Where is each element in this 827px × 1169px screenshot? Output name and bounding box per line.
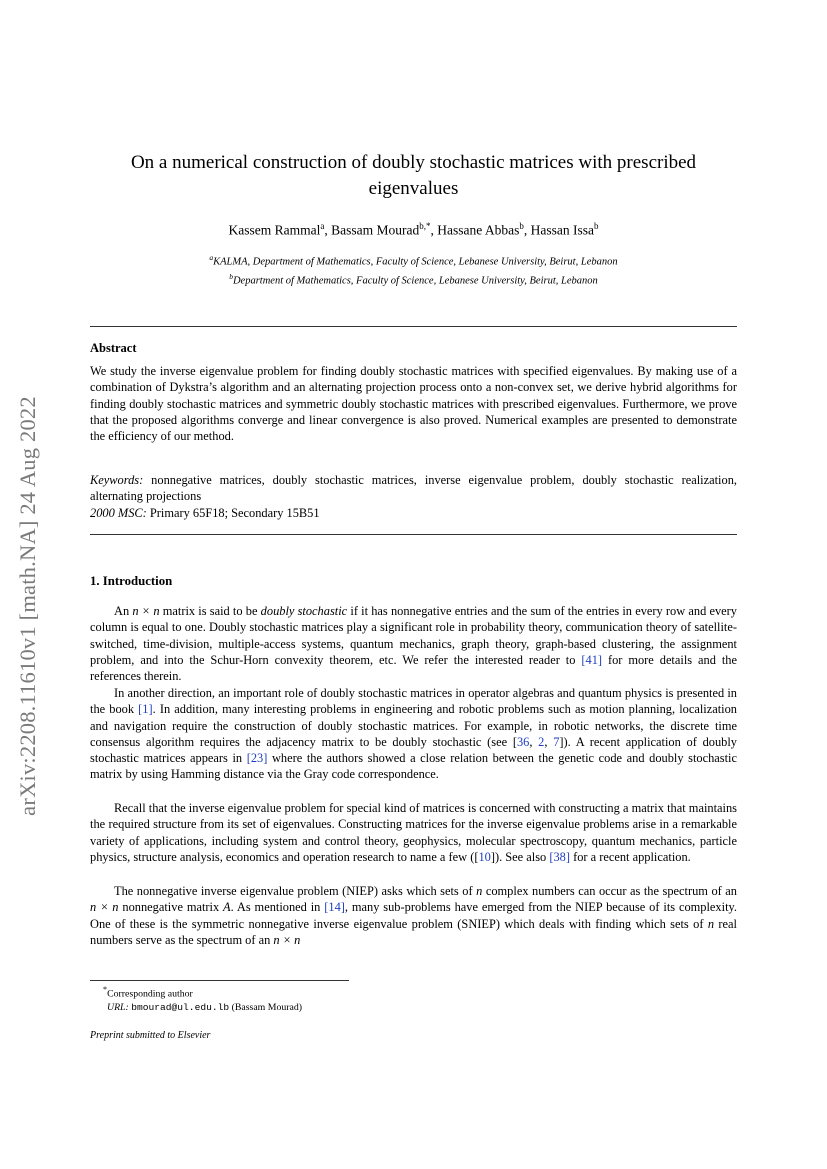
text-run: , (529, 734, 539, 749)
footnote-corresponding (90, 983, 737, 1001)
preprint-notice: Preprint submitted to Elsevier (90, 1030, 211, 1041)
affiliation-text: KALMA, Department of Mathematics, Faculty of Science, Lebanese University, Beirut, Lebanon (213, 256, 618, 268)
footnote (90, 983, 737, 1015)
abstract-bottom-rule (90, 534, 737, 535)
citation-link[interactable]: 36 (516, 734, 530, 749)
math-inline: n × n (132, 604, 160, 618)
intro-paragraph-2 (90, 685, 737, 783)
intro-paragraph-3 (90, 800, 737, 865)
title-line-1: On a numerical construction of doubly stochastic matrices with prescribed (130, 152, 697, 173)
affiliation-b (90, 270, 737, 289)
author-mark: b (519, 221, 524, 231)
msc-text: Primary 65F18; Secondary 15B51 (149, 506, 320, 520)
arxiv-identifier: arXiv:2208.11610v1 [math.NA] 24 Aug 2022 (15, 396, 40, 816)
citation-link[interactable]: [41] (581, 652, 603, 667)
author-list: Kassem Rammal$^a$, Bassam Mourad$^{b,*}$, Hassane Abbas$^b$, Hassan Issa$^b$ (228, 221, 599, 238)
abstract-heading: Abstract (90, 341, 137, 355)
text-run: complex numbers can occur as the spectrum of an (482, 884, 737, 898)
text-run: matrix is said to be (159, 604, 261, 618)
citation-link[interactable]: 10 (478, 849, 491, 864)
text-run: ]). A recent application of doubly stochastic matrices appears in (90, 734, 737, 766)
keywords-label: Keywords: (90, 473, 144, 487)
affiliations (90, 251, 737, 288)
citation-link[interactable]: [14] (324, 900, 345, 915)
citation-link[interactable]: [38] (549, 849, 570, 864)
url-owner: (Bassam Mourad) (231, 1002, 303, 1014)
citation-link[interactable]: [1] (138, 702, 153, 717)
footnote-mark: * (103, 985, 108, 994)
msc-label: 2000 MSC: (90, 506, 147, 520)
math-inline: A (223, 900, 231, 915)
email-url[interactable]: bmourad@ul.edu.lb (131, 1002, 230, 1014)
author-mark: b,* (419, 221, 431, 231)
text-run: , many sub-problems have emerged from the NIEP because of its complexity. One of these is the symmetric nonnegative inverse eigenvalue problem (SNIEP) which deals with finding which sets of (90, 900, 738, 931)
text-run: ]). See also (490, 849, 550, 864)
text-run: real numbers serve as the spectrum of an (90, 916, 738, 947)
math-inline: n × n (90, 900, 119, 915)
text-run: Recall that the inverse eigenvalue problem for special kind of matrices is concerned with constructing a matrix that maintains the required structure from its set of eigenvalues. Constructing matrices for the inverse eigenvalue problems arise in a remarkable variety of applications, including system and control theory, geophysics, molecular spectroscopy, quantum mechanics, particle physics, structure analysis, economics and operation research to name a few ([ (90, 801, 737, 864)
author-name: Kassem Rammal (228, 222, 321, 238)
paper-title (90, 150, 737, 202)
footnote-text: Corresponding author (107, 988, 193, 1000)
text-run: nonnegative matrix (118, 900, 224, 915)
keywords-text: nonnegative matrices, doubly stochastic matrices, inverse eigenvalue problem, doubly stochastic realization, alternating projections (90, 473, 737, 504)
footnote-url-line (90, 1001, 737, 1015)
text-run: where the authors showed a close relation between the genetic code and doubly stochastic matrix by using Hamming distance via the Gray code correspondence. (90, 751, 737, 782)
citation-link[interactable]: [23] (246, 751, 268, 766)
text-run: The nonnegative inverse eigenvalue problem (NIEP) asks which sets of (114, 884, 477, 898)
author-name: Hassane Abbas (437, 222, 520, 238)
text-run: for a recent application. (570, 849, 691, 864)
text-run: An (114, 604, 133, 618)
author-name: Hassan Issa (530, 222, 594, 238)
affiliation-text: Department of Mathematics, Faculty of Science, Lebanese University, Beirut, Lebanon (232, 275, 598, 286)
text-run: for more details and the references therein. (90, 652, 737, 684)
citation-link[interactable]: 2 (538, 734, 545, 749)
affiliation-mark: a (209, 253, 214, 262)
affiliation-mark: b (229, 271, 233, 281)
text-run: , (544, 734, 554, 749)
math-inline: n (707, 916, 715, 931)
author-mark: a (320, 221, 325, 231)
math-inline: n × n (273, 932, 301, 947)
math-inline: n (476, 884, 483, 898)
text-run: . In addition, many interesting problems in engineering and robotic problems such as motion planning, localization and navigation require the construction of doubly stochastic matrices. For example, in robotic networks, the discrete time consensus algorithm requires the adjacency matrix to be doubly stochastic (see [ (90, 702, 737, 749)
title-line-2: eigenvalues (368, 178, 459, 199)
url-label: URL: (107, 1002, 129, 1014)
author-name: Bassam Mourad (331, 222, 420, 238)
emphasis: doubly stochastic (260, 604, 348, 618)
arxiv-sidebar-stamp (4, 338, 52, 874)
msc-codes (90, 505, 737, 521)
abstract-body: We study the inverse eigenvalue problem for finding doubly stochastic matrices with specified eigenvalues. By making use of a combination of Dykstra’s algorithm and an alternating projection process onto a non-convex set, we derive hybrid algorithms for finding doubly stochastic matrices and symmetric doubly stochastic matrices with prescribed eigenvalues. Furthermore, we prove that the proposed algorithms converge and linear convergence is also proved. Numerical examples are presented to demonstrate the efficiency of our method. (90, 364, 737, 444)
intro-paragraph-1 (90, 603, 737, 684)
text-run: In another direction, an important role of doubly stochastic matrices in operator algebras and quantum physics is presented in the book (90, 686, 737, 717)
footnote-rule (90, 980, 349, 981)
section-heading-introduction: 1. Introduction (90, 574, 173, 588)
text-run: . As mentioned in (230, 900, 325, 915)
intro-paragraph-4 (90, 883, 737, 948)
keywords (90, 472, 737, 505)
author-mark: b (593, 221, 599, 231)
affiliation-a (90, 251, 737, 270)
citation-link[interactable]: 7 (553, 734, 560, 749)
abstract-top-rule (90, 326, 737, 327)
text-run: if it has nonnegative entries and the sum of the entries in every row and every column is equal to one. Doubly stochastic matrices play a significant role in probability theory, communication theory of satellite-switched, time-division, multiple-access systems, quantum mechanics, graph theory, graph-based clustering, the assignment problem, and into the Schur-Horn convexity theorem, etc. We refer the interested reader to (90, 604, 737, 667)
